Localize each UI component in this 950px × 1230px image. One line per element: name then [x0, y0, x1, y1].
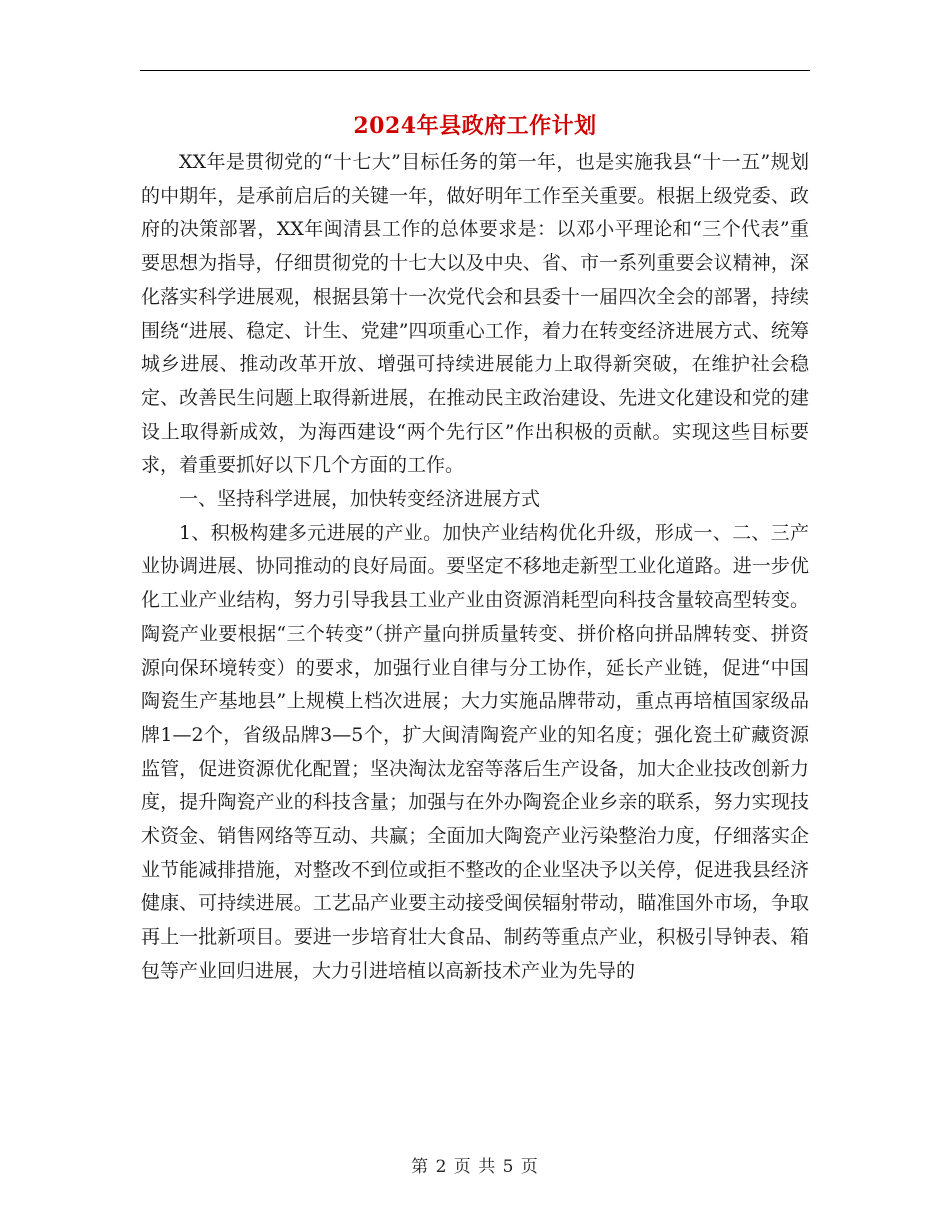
- paragraph-industry: 1、积极构建多元进展的产业。加快产业结构优化升级，形成一、二、三产业协调进展、协同推动的良好局面。要坚定不移地走新型工业化道路。进一步优化工业产业结构，努力引导我县工业产业由资源消耗型向科技含量较高型转变。陶瓷产业要根据“三个转变”（拼产量向拼质量转变、拼价格向拼品牌转变、拼资源向保环境转变）的要求，加强行业自律与分工协作，延长产业链，促进“中国陶瓷生产基地县”上规模上档次进展；大力实施品牌带动，重点再培植国家级品牌1—2个，省级品牌3—5个，扩大闽清陶瓷产业的知名度；强化瓷土矿藏资源监管，促进资源优化配置；坚决淘汰龙窑等落后生产设备，加大企业技改创新力度，提升陶瓷产业的科技含量；加强与在外办陶瓷企业乡亲的联系，努力实现技术资金、销售网络等互动、共赢；全面加大陶瓷产业污染整治力度，仔细落实企业节能减排措施，对整改不到位或拒不整改的企业坚决予以关停，促进我县经济健康、可持续进展。工艺品产业要主动接受闽侯辐射带动，瞄准国外市场，争取再上一批新项目。要进一步培育壮大食品、制药等重点产业，积极引导钟表、箱包等产业回归进展，大力引进培植以高新技术产业为先导的: [141, 521, 809, 982]
- paragraph-intro: XX年是贯彻党的“十七大”目标任务的第一年，也是实施我县“十一五”规划的中期年，是承前启后的关键一年，做好明年工作至关重要。根据上级党委、政府的决策部署，XX年闽清县工作的总体要求是：以邓小平理论和“三个代表”重要思想为指导，仔细贯彻党的十七大以及中央、省、市一系列重要会议精神，深化落实科学进展观，根据县第十一次党代会和县委十一届四次全会的部署，持续围绕“进展、稳定、计生、党建”四项重心工作，着力在转变经济进展方式、统筹城乡进展、推动改革开放、增强可持续进展能力上取得新突破，在维护社会稳定、改善民生问题上取得新进展，在推动民主政治建设、先进文化建设和党的建设上取得新成效，为海西建设“两个先行区”作出积极的贡献。实现这些目标要求，着重要抓好以下几个方面的工作。: [141, 151, 809, 477]
- document-body: [141, 146, 809, 989]
- section-heading: 一、坚持科学进展，加快转变经济进展方式: [179, 488, 541, 511]
- document-title: 2024年县政府工作计划: [353, 113, 597, 139]
- page-footer: 第 2 页 共 5 页: [411, 1157, 539, 1177]
- header-rule: [140, 70, 810, 71]
